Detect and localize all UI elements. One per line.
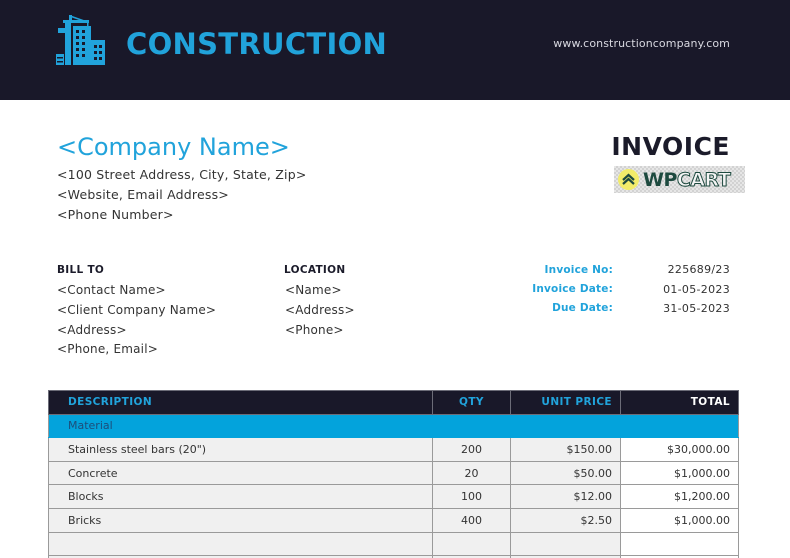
item-total: [621, 532, 739, 556]
item-qty: 20: [433, 461, 511, 485]
category-label: Material: [49, 414, 739, 438]
item-description: Concrete: [49, 461, 433, 485]
item-unit-price: $12.00: [511, 485, 621, 509]
item-total: $30,000.00: [621, 438, 739, 462]
location-name: <Name>: [285, 283, 342, 297]
item-unit-price: $150.00: [511, 438, 621, 462]
bill-to-heading: BILL TO: [57, 264, 105, 276]
item-qty: 100: [433, 485, 511, 509]
bill-to-company: <Client Company Name>: [57, 303, 217, 317]
item-qty: 400: [433, 508, 511, 532]
invoice-title: INVOICE: [611, 132, 730, 161]
item-description: Blocks: [49, 485, 433, 509]
item-unit-price: [511, 532, 621, 556]
bill-to-phone-email: <Phone, Email>: [57, 342, 159, 356]
bill-to-address: <Address>: [57, 323, 127, 337]
item-unit-price: $2.50: [511, 508, 621, 532]
category-row: [49, 414, 739, 438]
due-date-label: Due Date:: [552, 302, 613, 314]
table-row: [49, 508, 739, 532]
building-crane-icon: [55, 14, 109, 66]
item-unit-price: $50.00: [511, 461, 621, 485]
location-phone: <Phone>: [285, 323, 344, 337]
due-date-value: 31-05-2023: [663, 302, 730, 315]
table-row: [49, 532, 739, 556]
company-name: <Company Name>: [57, 133, 290, 161]
header-banner: [0, 0, 790, 100]
item-qty: 200: [433, 438, 511, 462]
column-header-unit-price: UNIT PRICE: [511, 391, 621, 415]
column-header-total: TOTAL: [621, 391, 739, 415]
location-address: <Address>: [285, 303, 355, 317]
wpcart-watermark: [614, 166, 745, 193]
company-website: www.constructioncompany.com: [553, 37, 730, 50]
item-description: Bricks: [49, 508, 433, 532]
item-total: $1,200.00: [621, 485, 739, 509]
item-description: [49, 532, 433, 556]
table-row: [49, 485, 739, 509]
items-table: [48, 390, 739, 558]
table-header-row: [49, 391, 739, 415]
item-total: $1,000.00: [621, 461, 739, 485]
invoice-date-value: 01-05-2023: [663, 283, 730, 296]
double-chevron-up-icon: [618, 169, 639, 190]
company-web-email: <Website, Email Address>: [57, 187, 229, 202]
invoice-no-label: Invoice No:: [544, 264, 613, 276]
item-qty: [433, 532, 511, 556]
column-header-qty: QTY: [433, 391, 511, 415]
table-row: [49, 461, 739, 485]
company-phone: <Phone Number>: [57, 207, 174, 222]
wpcart-cart: CART: [676, 168, 731, 191]
column-header-description: DESCRIPTION: [49, 391, 433, 415]
bill-to-contact: <Contact Name>: [57, 283, 166, 297]
table-row: [49, 438, 739, 462]
wpcart-wp: WP: [643, 168, 677, 191]
item-total: $1,000.00: [621, 508, 739, 532]
item-description: Stainless steel bars (20"): [49, 438, 433, 462]
invoice-date-label: Invoice Date:: [532, 283, 613, 295]
brand-name: CONSTRUCTION: [126, 27, 388, 61]
location-heading: LOCATION: [284, 264, 346, 276]
invoice-no-value: 225689/23: [667, 263, 730, 276]
company-address: <100 Street Address, City, State, Zip>: [57, 167, 307, 182]
